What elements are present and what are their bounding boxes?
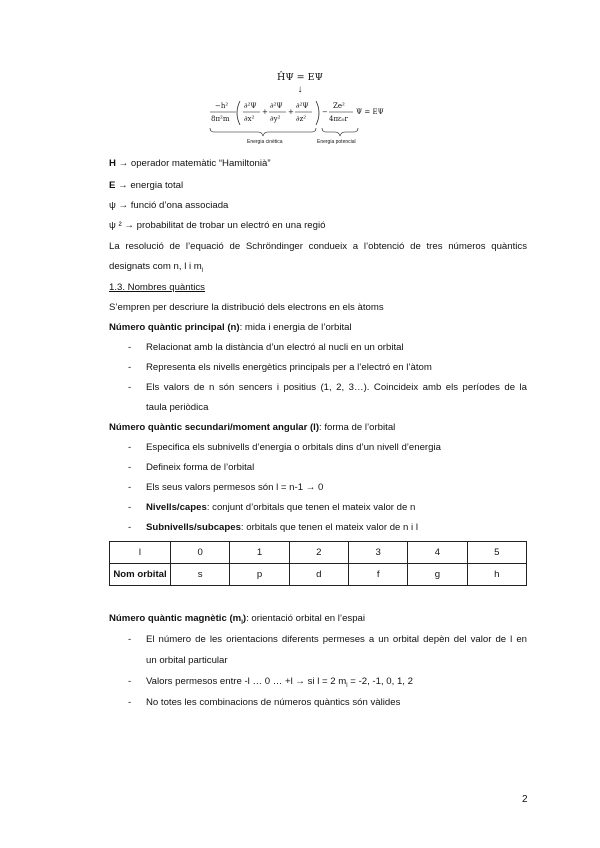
svg-text:−: − <box>322 108 328 116</box>
intro-line-1: La resolució de l’equació de Schröndinger condueix a l’obtenció de tres números quàntics <box>109 241 527 252</box>
secondary-item-2: Defineix forma de l’orbital <box>146 462 255 473</box>
bullet-dash: - <box>128 382 132 393</box>
eq-d2y: ∂²Ψ <box>270 102 283 110</box>
section-heading: 1.3. Nombres quàntics <box>109 282 205 293</box>
bullet-dash: - <box>128 634 132 645</box>
principal-heading: Número quàntic principal (n): mida i energia de l’orbital <box>109 322 352 333</box>
table-cell: p <box>230 564 289 586</box>
eq-potential-den: 4πε₀r <box>329 115 348 123</box>
definition-h: H → operador matemàtic “Hamiltonià” <box>109 158 271 169</box>
section-intro: S’empren per descriure la distribució dels electrons en els àtoms <box>109 302 384 313</box>
bullet-dash: - <box>128 676 132 687</box>
definition-e: E → energia total <box>109 180 184 191</box>
eq-label-kinetic: Energia cinètica <box>247 139 283 145</box>
bullet-dash: - <box>128 502 132 513</box>
eq-potential-num: Ze² <box>333 102 345 110</box>
principal-item-1: Relacionat amb la distància d’un electró al nucli en un orbital <box>146 342 404 353</box>
definition-psi: ψ → funció d’ona associada <box>109 200 229 211</box>
magnetic-item-3: No totes les combinacions de números quàntics són vàlides <box>146 697 401 708</box>
table-cell: 2 <box>289 542 348 564</box>
orbital-table <box>109 541 527 586</box>
table-cell: d <box>289 564 348 586</box>
principal-item-3: Els valors de n són sencers i positius (1, 2, 3…). Coincideix amb els períodes de la <box>146 382 527 393</box>
table-cell: Nom orbital <box>110 564 171 586</box>
eq-kinetic-prefix: −h² <box>215 102 229 110</box>
bullet-dash: - <box>128 442 132 453</box>
eq-kinetic-denominator: 8π²m <box>211 115 230 123</box>
table-row <box>110 564 527 586</box>
eq-d2x: ∂²Ψ <box>244 102 257 110</box>
eq-dx2: ∂x² <box>244 115 255 123</box>
table-cell: f <box>348 564 407 586</box>
table-cell: 5 <box>467 542 526 564</box>
page-number: 2 <box>522 794 528 805</box>
magnetic-item-2: Valors permesos entre -l … 0 … +l → si l = 2 $m_l = -2$, -1, 0, 1, 2 <box>146 676 413 689</box>
table-cell: 1 <box>230 542 289 564</box>
bullet-dash: - <box>128 362 132 373</box>
bullet-dash: - <box>128 482 132 493</box>
bullet-dash: - <box>128 697 132 708</box>
principal-item-3-cont: taula periòdica <box>146 402 209 413</box>
secondary-item-1: Especifica els subnivells d’energia o orbitals dins d’un nivell d’energia <box>146 442 441 453</box>
magnetic-item-1: El número de les orientacions diferents permeses a un orbital depèn del valor de l en <box>146 634 527 645</box>
magnetic-item-1-cont: un orbital particular <box>146 655 228 666</box>
secondary-item-3: Els seus valors permesos són l = n-1 → 0 <box>146 482 324 493</box>
schrodinger-full-equation <box>200 95 400 150</box>
bullet-dash: - <box>128 342 132 353</box>
table-cell: l <box>110 542 171 564</box>
intro-line-2: designats com n, l i $m_l$ <box>109 261 204 274</box>
definition-psi-squared: ψ ² → probabilitat de trobar un electró en una regió <box>109 220 326 231</box>
secondary-heading: Número quàntic secundari/moment angular (l): forma de l’orbital <box>109 422 396 433</box>
table-cell: 0 <box>171 542 230 564</box>
svg-text:+: + <box>288 108 294 116</box>
bullet-dash: - <box>128 522 132 533</box>
table-cell: 3 <box>348 542 407 564</box>
table-cell: 4 <box>408 542 467 564</box>
schrodinger-short-equation: ĤΨ = EΨ <box>277 72 323 83</box>
table-cell: s <box>171 564 230 586</box>
principal-item-2: Representa els nivells energètics principals per a l’electró en l’àtom <box>146 362 432 373</box>
eq-label-potential: Energia potencial <box>317 139 356 145</box>
secondary-item-sublevels: Subnivells/subcapes: orbitals que tenen el mateix valor de n i l <box>146 522 418 533</box>
eq-rhs: Ψ = EΨ <box>356 108 384 116</box>
table-row <box>110 542 527 564</box>
secondary-item-levels: Nivells/capes: conjunt d’orbitals que tenen el mateix valor de n <box>146 502 416 513</box>
svg-text:+: + <box>262 108 268 116</box>
eq-dy2: ∂y² <box>270 115 281 123</box>
eq-d2z: ∂²Ψ <box>296 102 309 110</box>
table-cell: g <box>408 564 467 586</box>
eq-dz2: ∂z² <box>296 115 307 123</box>
equation-arrow: ↓ <box>297 84 303 95</box>
magnetic-heading: Número quàntic magnètic $(m_l)$: orientació orbital en l’espai <box>109 613 366 626</box>
table-cell: h <box>467 564 526 586</box>
bullet-dash: - <box>128 462 132 473</box>
